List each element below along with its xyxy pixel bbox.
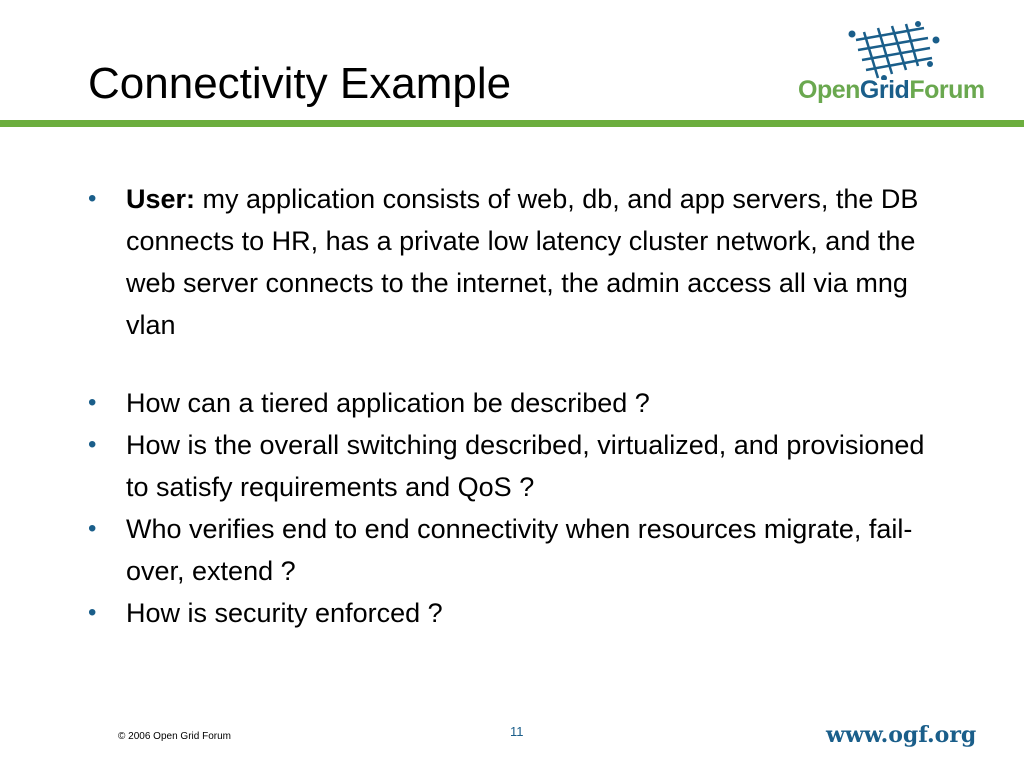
bullet-item [88,382,948,424]
copyright-notice: © 2006 Open Grid Forum [118,731,231,742]
bullet-text: How is the overall switching described, virtualized, and provisioned to satisfy requirements and QoS ? [126,430,925,502]
bullet-text: my application consists of web, db, and app servers, the DB connects to HR, has a private low latency cluster network, and the web server connects to the internet, the admin access all via mng vlan [126,184,919,340]
bullet-text: Who verifies end to end connectivity when resources migrate, fail-over, extend ? [126,514,913,586]
footer-url: www.ogf.org [826,722,977,748]
bullet-dot: • [88,599,97,626]
grid-network-icon [844,20,944,80]
bullet-bold-label: User: [126,184,196,214]
bullet-dot: • [88,185,97,212]
bullet-text: How is security enforced ? [126,598,443,628]
bullet-dot: • [88,515,97,542]
bullet-list [88,178,948,634]
ogf-logo [796,20,985,110]
bullet-item [88,178,948,346]
page-number: 11 [510,724,524,739]
bullet-item [88,508,948,592]
bullet-item [88,424,948,508]
slide-title: Connectivity Example [88,59,512,108]
bullet-dot: • [88,389,97,416]
bullet-item [88,592,948,634]
bullet-dot: • [88,431,97,458]
ogf-logo-text: OpenGridForum [798,76,985,104]
title-divider [0,120,1024,127]
bullet-text: How can a tiered application be described ? [126,388,650,418]
